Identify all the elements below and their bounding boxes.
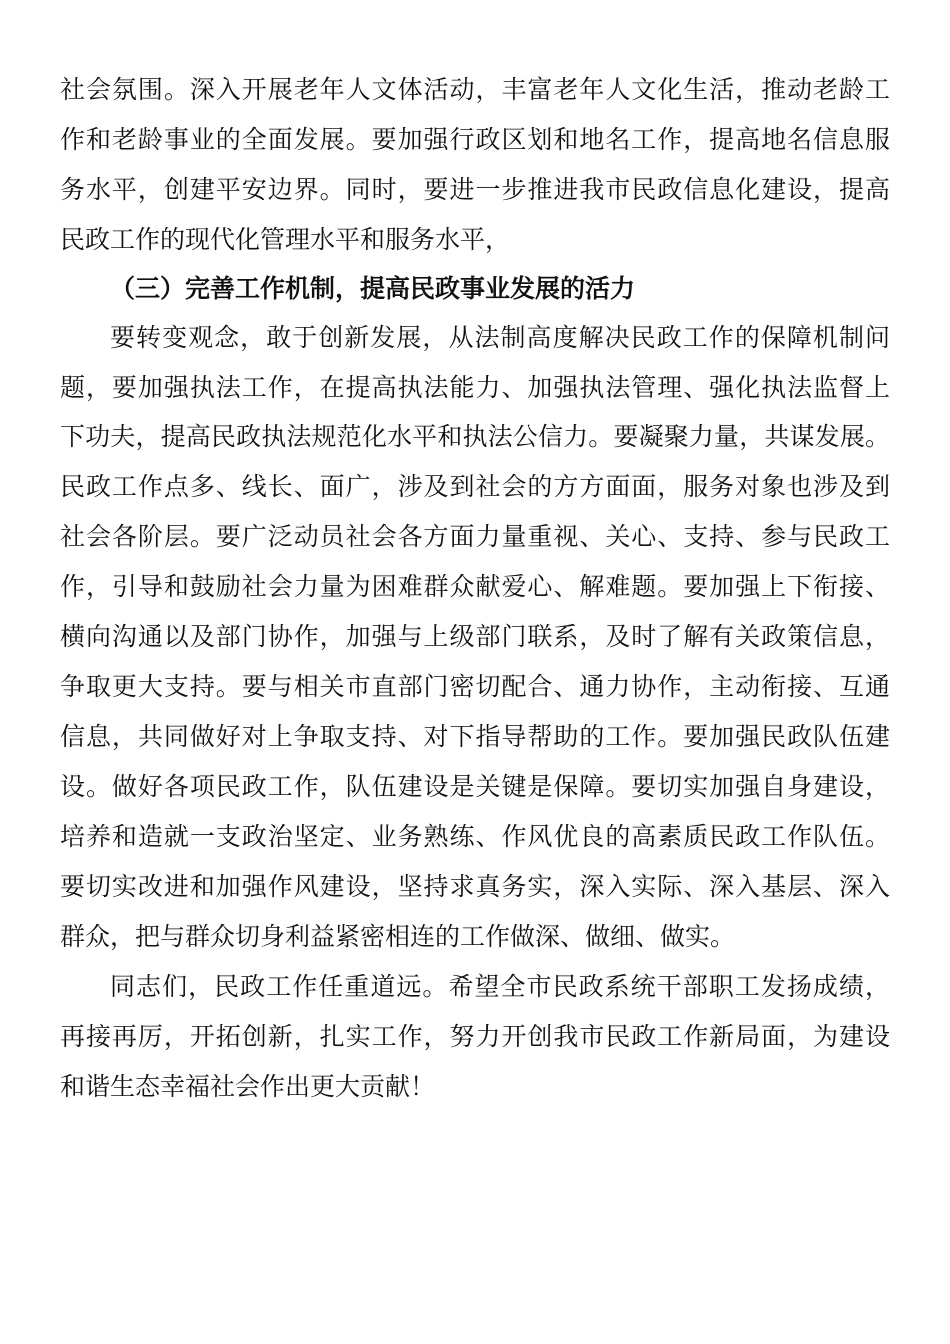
paragraph-line: 信息，共同做好对上争取支持、对下指导帮助的工作。要加强民政队伍建 bbox=[60, 722, 890, 751]
paragraph-line: 群众，把与群众切身利益紧密相连的工作做深、做细、做实。 bbox=[60, 922, 736, 951]
paragraph-line: 民政工作的现代化管理水平和服务水平， bbox=[60, 225, 511, 254]
paragraph-line: 要转变观念，敢于创新发展，从法制高度解决民政工作的保障机制问 bbox=[110, 323, 890, 352]
paragraph-line: 同志们，民政工作任重道远。希望全市民政系统干部职工发扬成绩， bbox=[110, 972, 890, 1001]
paragraph-line: 横向沟通以及部门协作，加强与上级部门联系，及时了解有关政策信息， bbox=[60, 622, 890, 651]
paragraph-line: 和谐生态幸福社会作出更大贡献！ bbox=[60, 1072, 436, 1101]
paragraph-line: 作，引导和鼓励社会力量为困难群众献爱心、解难题。要加强上下衔接、 bbox=[60, 572, 890, 601]
paragraph-line: 下功夫，提高民政执法规范化水平和执法公信力。要凝聚力量，共谋发展。 bbox=[60, 422, 890, 451]
section-heading: （三）完善工作机制，提高民政事业发展的活力 bbox=[110, 274, 636, 303]
paragraph-line: 设。做好各项民政工作，队伍建设是关键是保障。要切实加强自身建设， bbox=[60, 772, 890, 801]
paragraph-line: 社会各阶层。要广泛动员社会各方面力量重视、关心、支持、参与民政工 bbox=[60, 522, 890, 551]
paragraph-line: 作和老龄事业的全面发展。要加强行政区划和地名工作，提高地名信息服 bbox=[60, 125, 890, 154]
paragraph-line: 社会氛围。深入开展老年人文体活动，丰富老年人文化生活，推动老龄工 bbox=[60, 75, 890, 104]
paragraph-line: 争取更大支持。要与相关市直部门密切配合、通力协作，主动衔接、互通 bbox=[60, 672, 890, 701]
paragraph-line: 民政工作点多、线长、面广，涉及到社会的方方面面，服务对象也涉及到 bbox=[60, 472, 890, 501]
paragraph-line: 题，要加强执法工作，在提高执法能力、加强执法管理、强化执法监督上 bbox=[60, 373, 890, 402]
paragraph-line: 务水平，创建平安边界。同时，要进一步推进我市民政信息化建设，提高 bbox=[60, 175, 890, 204]
paragraph-line: 培养和造就一支政治坚定、业务熟练、作风优良的高素质民政工作队伍。 bbox=[60, 822, 890, 851]
paragraph-line: 要切实改进和加强作风建设，坚持求真务实，深入实际、深入基层、深入 bbox=[60, 872, 890, 901]
paragraph-line: 再接再厉，开拓创新，扎实工作，努力开创我市民政工作新局面，为建设 bbox=[60, 1022, 890, 1051]
